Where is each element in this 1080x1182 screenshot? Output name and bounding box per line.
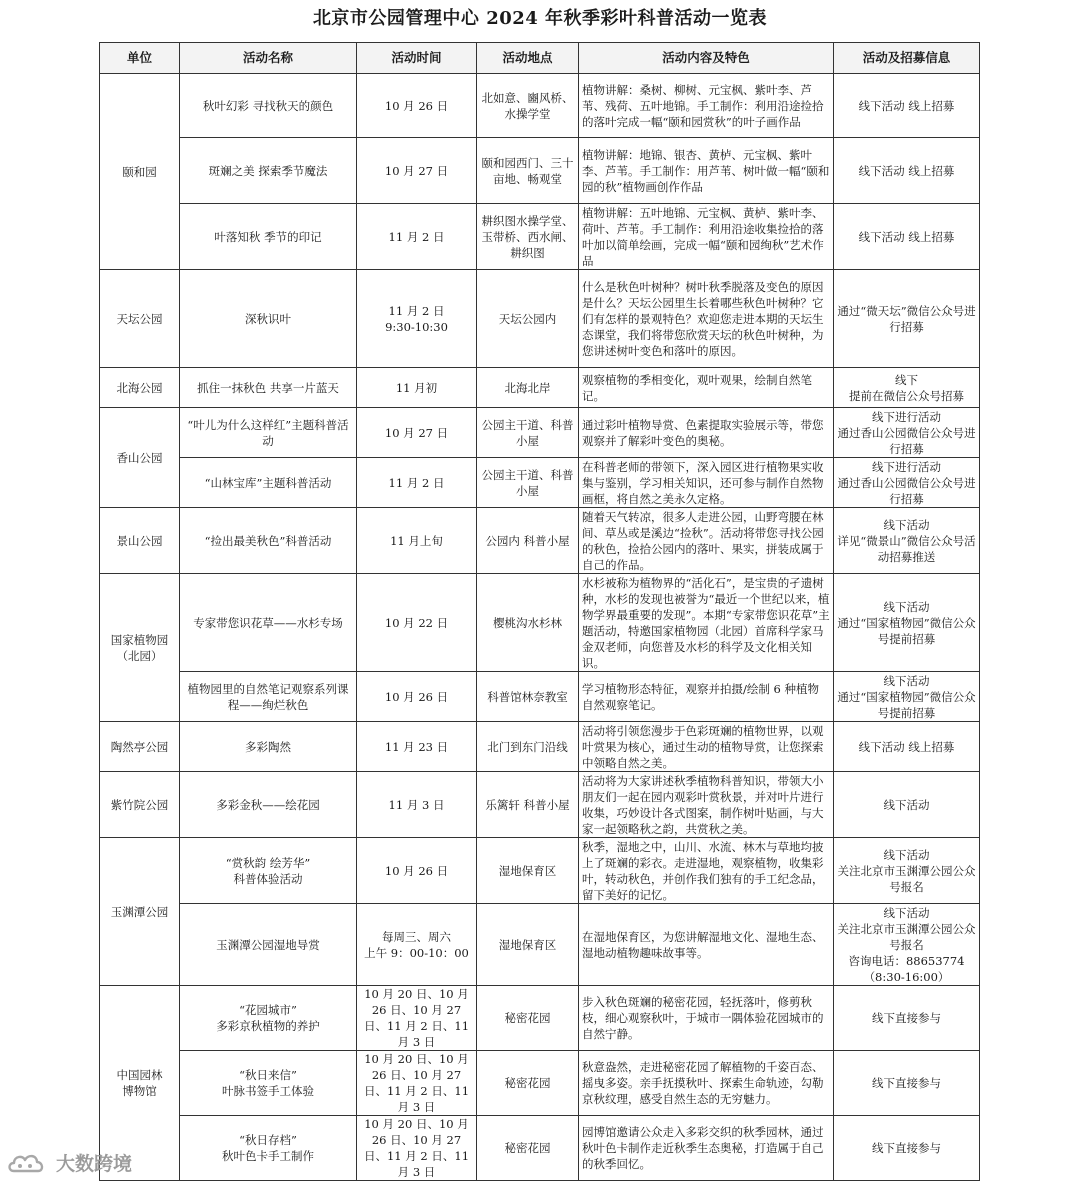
activity-place-cell: 科普馆林奈教室 [477,672,579,722]
table-row [100,270,980,368]
activity-name-cell: “山林宝库”主题科普活动 [180,458,357,508]
activity-place-cell: 秘密花园 [477,986,579,1051]
watermark-text: 大数跨境 [56,1152,133,1175]
header-unit: 单位 [100,43,180,74]
activity-content-cell: 秋季，湿地之中，山川、水流、林木与草地均披上了斑斓的彩衣。走进湿地，观察植物，收集彩叶，转动秋色，并创作我们独有的手工纪念品，留下美好的记忆。 [579,838,834,904]
table-row [100,1116,980,1181]
activity-name-cell: 玉渊潭公园湿地导赏 [180,904,357,986]
activity-place-cell: 公园主干道、科普小屋 [477,458,579,508]
activity-time-cell: 10 月 20 日、10 月 26 日、10 月 27 日、11 月 2 日、11 月 3 日 [357,1116,477,1181]
activity-time-cell: 10 月 20 日、10 月 26 日、10 月 27 日、11 月 2 日、11 月 3 日 [357,986,477,1051]
activity-content-cell: 活动将为大家讲述秋季植物科普知识，带领大小朋友们一起在园内观彩叶赏秋景，并对叶片进行收集，巧妙设计各式图案，制作树叶贴画，与大家一起领略秋之韵，共赏秋之美。 [579,772,834,838]
table-row [100,458,980,508]
activity-time-cell: 11 月 2 日 [357,458,477,508]
recruit-info-cell: 线下活动 线上招募 [834,138,980,204]
unit-cell: 中国园林 博物馆 [100,986,180,1181]
cloud-logo-icon [6,1149,50,1175]
activity-name-cell: “赏秋韵 绘芳华” 科普体验活动 [180,838,357,904]
recruit-info-cell: 线下进行活动 通过香山公园微信公众号进行招募 [834,408,980,458]
activity-content-cell: 水杉被称为植物界的“活化石”，是宝贵的孑遗树种，水杉的发现也被誉为“最近一个世纪以来，植物学界最重要的发现”。本期“专家带您识花草”主题活动，特邀国家植物园（北园）首席科学家马金双老师，向您普及水杉的科学及文化相关知识。 [579,574,834,672]
activity-place-cell: 天坛公园内 [477,270,579,368]
activity-content-cell: 植物讲解：桑树、柳树、元宝枫、紫叶李、芦苇、残荷、五叶地锦。手工制作：利用沿途捡拾的落叶完成一幅“颐和园赏秋”的叶子画作品 [579,74,834,138]
recruit-info-cell: 线下活动 线上招募 [834,722,980,772]
activity-content-cell: 活动将引领您漫步于色彩斑斓的植物世界，以观叶赏果为核心，通过生动的植物导赏，让您探索中领略自然之美。 [579,722,834,772]
recruit-info-cell: 线下活动 [834,772,980,838]
recruit-info-cell: 线下直接参与 [834,1116,980,1181]
recruit-info-cell: 线下活动 通过“国家植物园”微信公众号提前招募 [834,574,980,672]
activity-name-cell: 深秋识叶 [180,270,357,368]
activity-time-cell: 10 月 26 日 [357,74,477,138]
unit-cell: 香山公园 [100,408,180,508]
activity-place-cell: 北海北岸 [477,368,579,408]
table-row [100,986,980,1051]
table-row [100,368,980,408]
activity-place-cell: 公园主干道、科普小屋 [477,408,579,458]
activity-name-cell: “叶儿为什么这样红”主题科普活动 [180,408,357,458]
activity-content-cell: 在湿地保育区，为您讲解湿地文化、湿地生态、湿地动植物趣味故事等。 [579,904,834,986]
table-row [100,772,980,838]
activity-time-cell: 11 月 2 日 [357,204,477,270]
table-row [100,904,980,986]
activity-time-cell: 10 月 27 日 [357,408,477,458]
unit-cell: 颐和园 [100,74,180,270]
header-activity-name: 活动名称 [180,43,357,74]
header-recruit-info: 活动及招募信息 [834,43,980,74]
activity-content-cell: 秋意盎然，走进秘密花园了解植物的千姿百态、摇曳多姿。亲手抚摸秋叶、探索生命轨迹，勾勒京秋纹理，感受自然生态的无穷魅力。 [579,1051,834,1116]
recruit-info-cell: 通过“微天坛”微信公众号进行招募 [834,270,980,368]
activity-place-cell: 樱桃沟水杉林 [477,574,579,672]
unit-cell: 紫竹院公园 [100,772,180,838]
recruit-info-cell: 线下活动 关注北京市玉渊潭公园公众号报名 咨询电话：88653774 （8:30-16:00） [834,904,980,986]
activity-content-cell: 在科普老师的带领下，深入园区进行植物果实收集与鉴别，学习相关知识，还可参与制作自然物画框，将自然之美永久定格。 [579,458,834,508]
header-activity-content: 活动内容及特色 [579,43,834,74]
activity-time-cell: 11 月 2 日 9:30-10:30 [357,270,477,368]
table-row [100,74,980,138]
activity-content-cell: 园博馆邀请公众走入多彩交织的秋季园林，通过秋叶色卡制作走近秋季生态奥秘，打造属于自己的秋季回忆。 [579,1116,834,1181]
table-row [100,138,980,204]
table-row [100,574,980,672]
watermark [6,1148,132,1176]
table-row [100,1051,980,1116]
activity-time-cell: 10 月 20 日、10 月 26 日、10 月 27 日、11 月 2 日、11 月 3 日 [357,1051,477,1116]
activity-table [99,42,980,1181]
activity-place-cell: 乐篱轩 科普小屋 [477,772,579,838]
activity-place-cell: 公园内 科普小屋 [477,508,579,574]
activity-place-cell: 耕织图水操学堂、玉带桥、西水闸、耕织图 [477,204,579,270]
unit-cell: 天坛公园 [100,270,180,368]
recruit-info-cell: 线下活动 关注北京市玉渊潭公园公众号报名 [834,838,980,904]
activity-place-cell: 秘密花园 [477,1051,579,1116]
unit-cell: 陶然亭公园 [100,722,180,772]
activity-place-cell: 北门到东门沿线 [477,722,579,772]
activity-name-cell: “秋日存档” 秋叶色卡手工制作 [180,1116,357,1181]
activity-name-cell: 多彩金秋——绘花园 [180,772,357,838]
table-row [100,508,980,574]
table-row [100,838,980,904]
unit-cell: 玉渊潭公园 [100,838,180,986]
activity-name-cell: “捡出最美秋色”科普活动 [180,508,357,574]
activity-name-cell: 叶落知秋 季节的印记 [180,204,357,270]
table-header-row [100,43,980,74]
activity-place-cell: 北如意、豳风桥、水操学堂 [477,74,579,138]
activity-time-cell: 11 月 23 日 [357,722,477,772]
activity-place-cell: 湿地保育区 [477,904,579,986]
header-activity-time: 活动时间 [357,43,477,74]
activity-time-cell: 11 月初 [357,368,477,408]
activity-time-cell: 每周三、周六 上午 9：00-10：00 [357,904,477,986]
activity-content-cell: 植物讲解：地锦、银杏、黄栌、元宝枫、紫叶李、芦苇。手工制作：用芦苇、树叶做一幅“颐和园的秋”植物画创作作品 [579,138,834,204]
table-row [100,204,980,270]
table-body [100,74,980,1181]
unit-cell: 国家植物园 （北园） [100,574,180,722]
recruit-info-cell: 线下活动 线上招募 [834,74,980,138]
activity-place-cell: 秘密花园 [477,1116,579,1181]
page-title: 北京市公园管理中心 2024 年秋季彩叶科普活动一览表 [312,8,768,29]
activity-place-cell: 颐和园西门、三十亩地、畅观堂 [477,138,579,204]
activity-name-cell: 秋叶幻彩 寻找秋天的颜色 [180,74,357,138]
activity-time-cell: 10 月 27 日 [357,138,477,204]
activity-content-cell: 步入秋色斑斓的秘密花园，轻抚落叶，修剪秋枝，细心观察秋叶，于城市一隅体验花园城市的自然宁静。 [579,986,834,1051]
activity-name-cell: 抓住一抹秋色 共享一片蓝天 [180,368,357,408]
activity-time-cell: 10 月 22 日 [357,574,477,672]
activity-time-cell: 11 月上旬 [357,508,477,574]
activity-name-cell: 多彩陶然 [180,722,357,772]
activity-content-cell: 通过彩叶植物导赏、色素提取实验展示等，带您观察并了解彩叶变色的奥秘。 [579,408,834,458]
table-row [100,672,980,722]
activity-content-cell: 植物讲解：五叶地锦、元宝枫、黄栌、紫叶李、荷叶、芦苇。手工制作：利用沿途收集捡拾的落叶加以简单绘画，完成一幅“颐和园绚秋”艺术作品 [579,204,834,270]
recruit-info-cell: 线下直接参与 [834,986,980,1051]
activity-name-cell: “秋日来信” 叶脉书签手工体验 [180,1051,357,1116]
recruit-info-cell: 线下活动 详见“微景山”微信公众号活动招募推送 [834,508,980,574]
activity-time-cell: 11 月 3 日 [357,772,477,838]
activity-place-cell: 湿地保育区 [477,838,579,904]
header-activity-place: 活动地点 [477,43,579,74]
activity-content-cell: 学习植物形态特征，观察并拍摄/绘制 6 种植物自然观察笔记。 [579,672,834,722]
activity-name-cell: “花园城市” 多彩京秋植物的养护 [180,986,357,1051]
activity-name-cell: 斑斓之美 探索季节魔法 [180,138,357,204]
activity-name-cell: 植物园里的自然笔记观察系列课程——绚烂秋色 [180,672,357,722]
recruit-info-cell: 线下活动 通过“国家植物园”微信公众号提前招募 [834,672,980,722]
activity-time-cell: 10 月 26 日 [357,672,477,722]
table-row [100,722,980,772]
activity-name-cell: 专家带您识花草——水杉专场 [180,574,357,672]
recruit-info-cell: 线下 提前在微信公众号招募 [834,368,980,408]
activity-content-cell: 观察植物的季相变化，观叶观果，绘制自然笔记。 [579,368,834,408]
table-row [100,408,980,458]
activity-content-cell: 随着天气转凉，很多人走进公园，山野弯腰在林间、草丛或是溪边“捡秋”。活动将带您寻找公园的秋色，捡拾公园内的落叶、果实，拼装成属于自己的作品。 [579,508,834,574]
recruit-info-cell: 线下活动 线上招募 [834,204,980,270]
activity-content-cell: 什么是秋色叶树种？树叶秋季脱落及变色的原因是什么？天坛公园里生长着哪些秋色叶树种？它们有怎样的景观特色？欢迎您走进本期的天坛生态课堂，我们将带您欣赏天坛的秋色叶树种，为您讲述树叶变色和落叶的原因。 [579,270,834,368]
recruit-info-cell: 线下进行活动 通过香山公园微信公众号进行招募 [834,458,980,508]
unit-cell: 景山公园 [100,508,180,574]
activity-time-cell: 10 月 26 日 [357,838,477,904]
recruit-info-cell: 线下直接参与 [834,1051,980,1116]
unit-cell: 北海公园 [100,368,180,408]
